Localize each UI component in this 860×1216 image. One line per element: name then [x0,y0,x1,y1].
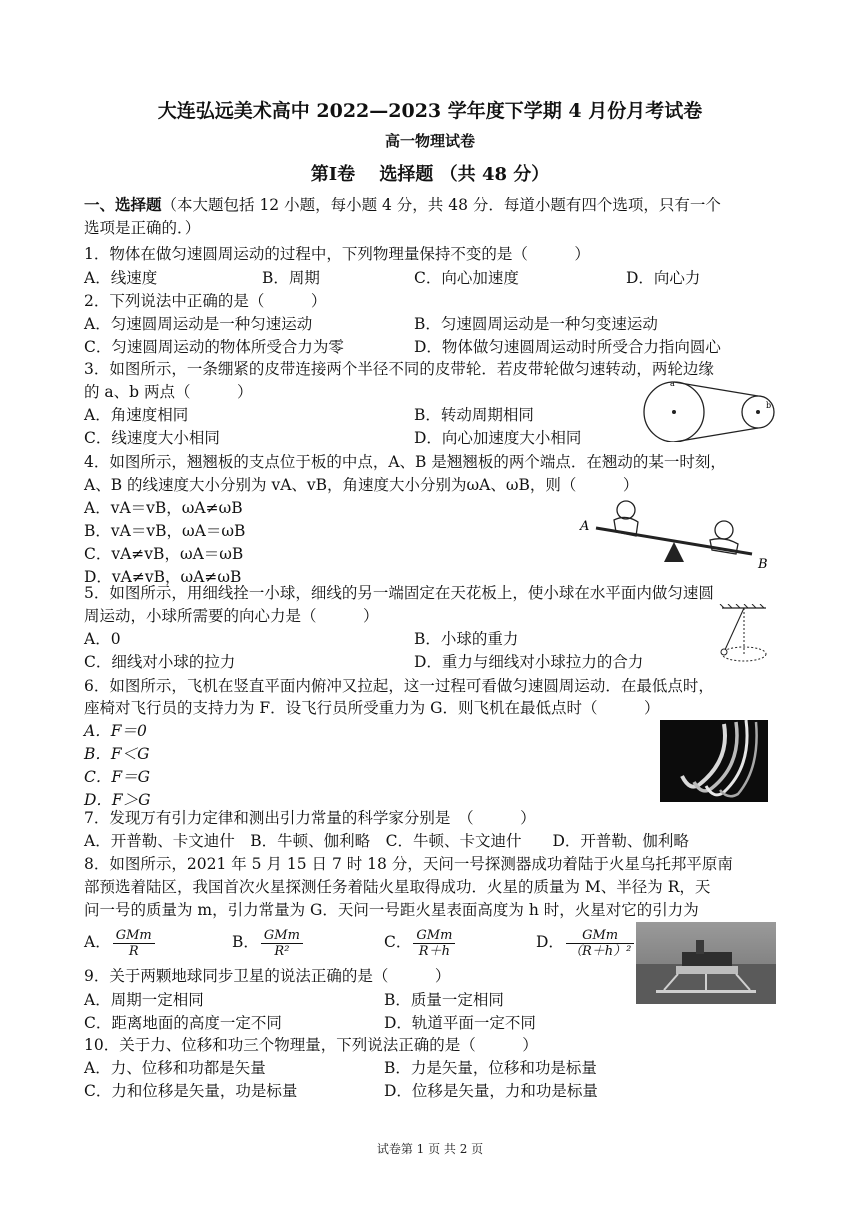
q10-option-a: A．力、位移和功都是矢量 [84,1059,266,1077]
q10-stem: 10．关于力、位移和功三个物理量，下列说法正确的是（ ） [84,1036,538,1054]
q8-stem-2: 部预选着陆区，我国首次火星探测任务着陆火星取得成功．火星的质量为 M、半径为 R，天 [84,878,711,896]
intro-text: （本大题包括 12 小题，每小题 4 分，共 48 分．每道小题有四个选项，只有一个 [161,196,721,214]
q1-option-b: B．周期 [262,269,320,287]
q5-stem-1: 5．如图所示，用细线拴一小球，细线的另一端固定在天花板上，使小球在水平面内做匀速圆 [84,584,714,602]
q1-option-d: D．向心力 [626,269,701,287]
q5-option-c: C．细线对小球的拉力 [84,653,236,671]
mars-rover-photo [636,922,776,1004]
intro-label: 一、选择题 [84,195,162,214]
q8-fraction-c [413,928,455,959]
page-footer: 试卷第 1 页 共 2 页 [376,1142,484,1156]
q8-option-d [536,925,636,959]
q3-option-a: A．角速度相同 [84,406,189,424]
q8-label-a: A． [84,933,111,951]
q8-numerator-c: GMm [413,928,455,944]
q3-option-c: C．线速度大小相同 [84,429,220,447]
q9-stem: 9．关于两颗地球同步卫星的说法正确的是（ ） [84,967,451,985]
q8-fraction-a [113,928,155,959]
q2-option-b: B．匀速圆周运动是一种匀变速运动 [414,315,658,333]
exam-title: 大连弘远美术高中 2022—2023 学年度下学期 4 月份月考试卷 [157,100,703,122]
intro-line-2: 选项是正确的．） [84,219,201,237]
seesaw-label-a: A [580,519,590,534]
q10-option-d: D．位移是矢量，力和功是标量 [384,1082,598,1100]
q4-stem-2: A、B 的线速度大小分别为 vA、vB，角速度大小分别为ωA、ωB，则（ ） [84,476,639,494]
q3-stem-2: 的 a、b 两点（ ） [84,383,253,401]
q4-stem-1: 4．如图所示，翘翘板的支点位于板的中点，A、B 是翘翘板的两个端点．在翘动的某一时刻， [84,453,726,471]
q8-label-b: B． [232,933,259,951]
q9-option-b: B．质量一定相同 [384,991,504,1009]
q6-option-a: A．F＝0 [84,722,147,740]
q8-denominator-c: R＋h [418,943,450,959]
q7-stem: 7．发现万有引力定律和测出引力常量的科学家分别是 （ ） [84,809,536,827]
q1-option-c: C．向心加速度 [414,269,519,287]
q8-denominator-d: （R＋h）² [568,943,632,959]
q8-option-c [384,925,457,959]
q8-denominator-b: R² [274,943,290,959]
exam-subtitle: 高一物理试卷 [384,132,475,150]
q4-option-d: D．vA≠vB，ωA≠ωB [84,568,242,586]
q3-option-b: B．转动周期相同 [414,406,534,424]
q5-option-d: D．重力与细线对小球拉力的合力 [414,653,644,671]
q8-numerator-d: GMm [566,928,634,944]
q9-option-d: D．轨道平面一定不同 [384,1014,536,1032]
section-heading: 第Ⅰ卷 选择题 （共 48 分） [310,164,550,185]
intro-line-1 [84,195,721,215]
q8-numerator-a: GMm [113,928,155,944]
q6-stem-1: 6．如图所示，飞机在竖直平面内俯冲又拉起，这一过程可看做匀速圆周运动．在最低点时， [84,677,714,695]
seesaw-figure [574,496,774,576]
q8-stem-1: 8．如图所示，2021 年 5 月 15 日 7 时 18 分，天问一号探测器成功着陆于火星乌托邦平原南 [84,855,733,873]
q4-option-c: C．vA≠vB，ωA＝ωB [84,545,244,563]
q1-option-a: A．线速度 [84,269,158,287]
q8-numerator-b: GMm [261,928,303,944]
q3-stem-1: 3．如图所示，一条绷紧的皮带连接两个半径不同的皮带轮．若皮带轮做匀速转动，两轮边缘 [84,360,714,378]
q9-option-c: C．距离地面的高度一定不同 [84,1014,282,1032]
q9-option-a: A．周期一定相同 [84,991,204,1009]
q8-label-d: D． [536,933,564,951]
q5-stem-2: 周运动，小球所需要的向心力是（ ） [84,607,379,625]
q8-fraction-b [261,928,303,959]
q10-option-c: C．力和位移是矢量，功是标量 [84,1082,298,1100]
q8-stem-3: 问一号的质量为 m，引力常量为 G．天问一号距火星表面高度为 h 时，火星对它的引力为 [84,901,699,919]
q2-stem: 2．下列说法中正确的是（ ） [84,292,327,310]
q8-denominator-a: R [128,943,139,959]
q8-option-a [84,925,157,959]
conical-pendulum-figure [716,604,772,666]
q5-option-a: A．0 [84,630,121,648]
q5-option-b: B．小球的重力 [414,630,519,648]
q2-option-d: D．物体做匀速圆周运动时所受合力指向圆心 [414,338,721,356]
q2-option-a: A．匀速圆周运动是一种匀速运动 [84,315,313,333]
q7-options: A．开普勒、卡文迪什 B．牛顿、伽利略 C．牛顿、卡文迪什 D．开普勒、伽利略 [84,832,689,850]
q6-option-b: B．F＜G [84,745,150,763]
q8-fraction-d [566,928,634,959]
q6-stem-2: 座椅对飞行员的支持力为 F．设飞行员所受重力为 G．则飞机在最低点时（ ） [84,699,660,717]
q1-stem: 1．物体在做匀速圆周运动的过程中，下列物理量保持不变的是（ ） [84,245,590,263]
q8-label-c: C． [384,933,412,951]
belt-label-b: b [766,401,772,410]
q6-option-d: D．F＞G [84,791,151,809]
q3-option-d: D．向心加速度大小相同 [414,429,582,447]
belt-label-a: a [670,379,675,388]
q4-option-a: A．vA＝vB，ωA≠ωB [84,499,243,517]
q10-option-b: B．力是矢量，位移和功是标量 [384,1059,597,1077]
q4-option-b: B．vA＝vB，ωA＝ωB [84,522,246,540]
q8-option-b [232,925,305,959]
seesaw-label-b: B [758,557,768,572]
belt-pulley-figure [640,378,780,442]
q2-option-c: C．匀速圆周运动的物体所受合力为零 [84,338,344,356]
jet-trail-photo [660,720,768,802]
q6-option-c: C．F＝G [84,768,150,786]
